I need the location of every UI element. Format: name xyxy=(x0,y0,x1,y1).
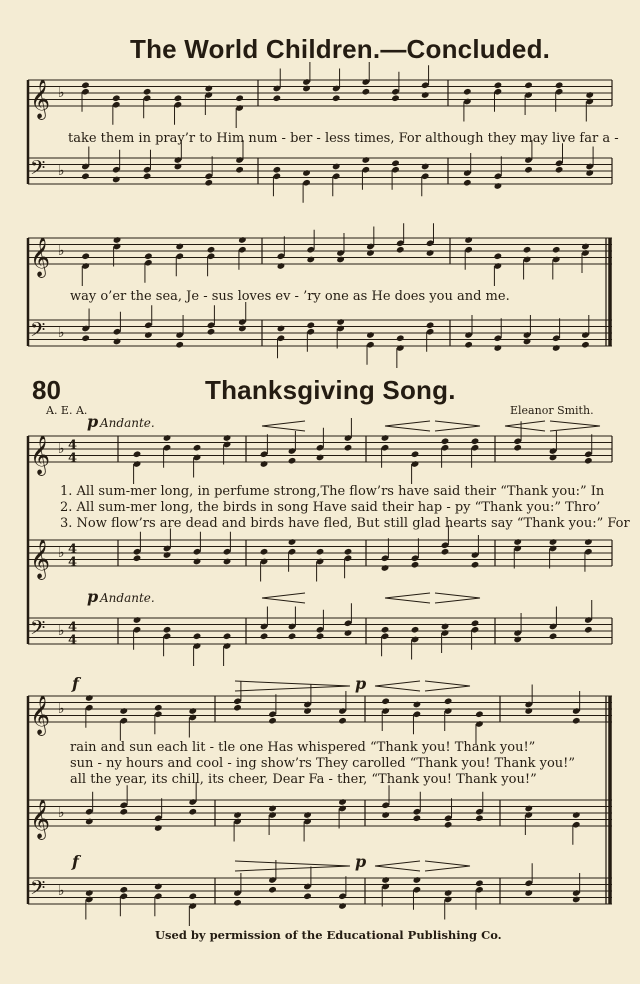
note-head xyxy=(188,892,197,900)
note-head xyxy=(381,876,390,884)
bass-clef: 𝄢 xyxy=(30,876,46,904)
note-head xyxy=(552,344,561,352)
note-head xyxy=(260,460,269,468)
note-head xyxy=(572,896,581,904)
note-head xyxy=(133,450,142,458)
note-head xyxy=(235,166,244,174)
note-head xyxy=(513,444,522,452)
note-head xyxy=(316,632,325,640)
decrescendo-line xyxy=(435,598,480,603)
note-head xyxy=(444,889,453,897)
decrescendo-line xyxy=(425,681,470,686)
crescendo-line xyxy=(385,426,430,431)
note-head xyxy=(381,564,390,572)
note-head xyxy=(494,182,503,190)
note-head xyxy=(316,454,325,462)
note-head xyxy=(119,808,128,816)
decrescendo-line xyxy=(550,426,600,431)
note-head xyxy=(411,561,420,569)
note-head xyxy=(391,159,400,167)
note-head xyxy=(396,246,405,254)
tempo-1: Andante. xyxy=(100,416,155,430)
footer-credit: Used by permission of the Educational Publishing Co. xyxy=(155,928,502,942)
treble-clef: 𝄞 xyxy=(30,799,51,839)
time-sig-bottom: 4 xyxy=(68,633,78,648)
note-head xyxy=(366,249,375,257)
note-head xyxy=(306,256,315,264)
note-head xyxy=(413,814,422,822)
note-head xyxy=(555,81,564,89)
note-head xyxy=(233,899,242,907)
crescendo-line xyxy=(375,861,420,866)
crescendo-line xyxy=(262,593,305,598)
note-head xyxy=(154,883,163,891)
continuation-title: The World Children.—Concluded. xyxy=(130,34,551,64)
verse3-line2: all the year, its chill, its cheer, Dear Fa - ther, “Thank you! Thank you!” xyxy=(70,772,537,787)
key-flat: ♭ xyxy=(58,243,65,259)
note-head xyxy=(85,818,94,826)
note-head xyxy=(260,632,269,640)
verse1-line2: rain and sun each lit - tle one Has whispered “Thank you! Thank you!” xyxy=(70,740,536,755)
time-sig-top: 4 xyxy=(68,438,78,453)
crescendo-line xyxy=(385,421,430,426)
note-head xyxy=(144,331,153,339)
decrescendo-line xyxy=(425,866,470,871)
crescendo-line xyxy=(505,421,545,426)
note-head xyxy=(332,163,341,171)
note-head xyxy=(524,166,533,174)
note-head xyxy=(524,707,533,715)
treble-clef: 𝄞 xyxy=(30,539,51,579)
note-head xyxy=(260,548,269,556)
note-head xyxy=(207,246,216,254)
crescendo-line xyxy=(262,426,305,431)
note-head xyxy=(475,879,484,887)
note-head xyxy=(493,344,502,352)
key-flat: ♭ xyxy=(58,85,65,101)
note-head xyxy=(555,166,564,174)
note-head xyxy=(163,551,172,559)
note-head xyxy=(421,163,430,171)
note-head xyxy=(268,717,277,725)
note-head xyxy=(223,558,232,566)
note-head xyxy=(391,94,400,102)
verse2-line1: 2. All sum-mer long, the birds in song Have said their hap - py “Thank you:” Thro’ xyxy=(60,500,601,515)
note-head xyxy=(441,623,450,631)
hymn-number: 80 xyxy=(32,375,61,405)
crescendo-line xyxy=(505,426,545,431)
treble-clef: 𝄞 xyxy=(30,237,51,277)
note-head xyxy=(463,179,472,187)
note-head xyxy=(288,457,297,465)
note-head xyxy=(471,437,480,445)
note-head xyxy=(113,338,122,346)
continuation-lyrics-2: way o’er the sea, Je - sus loves ev - ’ry one as He does you and me. xyxy=(70,289,510,304)
note-head xyxy=(549,454,558,462)
note-head xyxy=(426,249,435,257)
note-head xyxy=(338,902,347,910)
note-head xyxy=(188,808,197,816)
time-sig-bottom: 4 xyxy=(68,451,78,466)
treble-clef: 𝄞 xyxy=(30,695,51,735)
note-head xyxy=(471,561,480,569)
dynamic-p-2: p xyxy=(87,587,99,606)
verse1-line1: 1. All sum-mer long, in perfume strong,The flow’rs have said their “Thank you:” In xyxy=(60,484,605,499)
note-head xyxy=(288,632,297,640)
treble-clef: 𝄞 xyxy=(30,79,51,119)
note-head xyxy=(163,434,172,442)
note-head xyxy=(413,701,422,709)
note-head xyxy=(112,176,121,184)
key-flat: ♭ xyxy=(58,545,65,561)
note-head xyxy=(523,246,532,254)
note-head xyxy=(444,821,453,829)
note-head xyxy=(306,321,315,329)
note-head xyxy=(81,334,90,342)
bass-clef: 𝄢 xyxy=(30,156,46,184)
note-head xyxy=(204,85,213,93)
note-head xyxy=(174,163,183,171)
note-head xyxy=(344,629,353,637)
tempo-2: Andante. xyxy=(100,591,155,605)
note-head xyxy=(193,444,202,452)
verse2-line2: sun - ny hours and cool - ing show’rs They carolled “Thank you! Thank you!” xyxy=(70,756,576,771)
note-head xyxy=(223,434,232,442)
note-head xyxy=(207,328,216,336)
key-flat: ♭ xyxy=(58,441,65,457)
note-head xyxy=(421,91,430,99)
decrescendo-line xyxy=(235,861,350,866)
crescendo-line xyxy=(375,686,420,691)
note-head xyxy=(581,243,590,251)
note-head xyxy=(85,694,94,702)
author-left: A. E. A. xyxy=(46,404,88,417)
note-head xyxy=(119,707,128,715)
dynamic-f-2: f xyxy=(72,852,79,871)
decrescendo-line xyxy=(550,421,600,426)
note-head xyxy=(475,710,484,718)
note-head xyxy=(277,325,286,333)
note-head xyxy=(302,169,311,177)
time-sig-top: 4 xyxy=(68,620,78,635)
decrescendo-line xyxy=(235,686,350,691)
note-head xyxy=(119,886,128,894)
note-head xyxy=(133,554,142,562)
note-head xyxy=(585,169,594,177)
note-head xyxy=(413,876,422,884)
crescendo-line xyxy=(375,866,420,871)
note-head xyxy=(523,338,532,346)
note-head xyxy=(524,81,533,89)
note-head xyxy=(549,632,558,640)
key-flat: ♭ xyxy=(58,325,65,341)
decrescendo-line xyxy=(435,593,480,598)
note-head xyxy=(411,626,420,634)
note-head xyxy=(572,811,581,819)
note-head xyxy=(344,444,353,452)
crescendo-line xyxy=(385,598,430,603)
note-head xyxy=(344,548,353,556)
note-head xyxy=(81,252,90,260)
hymn-title: Thanksgiving Song. xyxy=(205,375,456,405)
note-head xyxy=(493,252,502,260)
verse3-line1: 3. Now flow’rs are dead and birds have fled, But still glad hearts say “Thank you:” For xyxy=(60,516,630,531)
note-head xyxy=(85,889,94,897)
note-head xyxy=(235,94,244,102)
note-head xyxy=(233,811,242,819)
note-head xyxy=(572,717,581,725)
note-head xyxy=(193,632,202,640)
note-head xyxy=(441,548,450,556)
dynamic-f-1: f xyxy=(72,674,79,693)
note-head xyxy=(238,325,247,333)
note-head xyxy=(332,94,341,102)
note-head xyxy=(441,437,450,445)
note-head xyxy=(303,811,312,819)
decrescendo-line xyxy=(425,686,470,691)
note-head xyxy=(175,243,184,251)
note-head xyxy=(426,321,435,329)
note-head xyxy=(268,886,277,894)
note-head xyxy=(524,889,533,897)
key-flat: ♭ xyxy=(58,805,65,821)
crescendo-line xyxy=(385,593,430,598)
note-head xyxy=(463,88,472,96)
note-head xyxy=(174,94,183,102)
crescendo-line xyxy=(262,598,305,603)
time-sig-bottom: 4 xyxy=(68,555,78,570)
note-head xyxy=(381,697,390,705)
note-head xyxy=(112,94,121,102)
note-head xyxy=(584,538,593,546)
note-head xyxy=(475,814,484,822)
continuation-lyrics-1: take them in pray’r to Him num - ber - less times, For although they may live far a - xyxy=(68,131,619,146)
key-flat: ♭ xyxy=(58,163,65,179)
key-flat: ♭ xyxy=(58,701,65,717)
note-head xyxy=(513,538,522,546)
note-head xyxy=(113,236,122,244)
note-head xyxy=(193,558,202,566)
note-head xyxy=(273,94,282,102)
note-head xyxy=(381,811,390,819)
note-head xyxy=(338,717,347,725)
note-head xyxy=(144,252,153,260)
decrescendo-line xyxy=(435,421,480,426)
note-head xyxy=(223,632,232,640)
note-head xyxy=(154,824,163,832)
note-head xyxy=(464,236,473,244)
note-head xyxy=(464,341,473,349)
decrescendo-line xyxy=(235,866,350,871)
note-head xyxy=(584,626,593,634)
crescendo-line xyxy=(262,421,305,426)
note-head xyxy=(204,179,213,187)
author-right: Eleanor Smith. xyxy=(510,404,594,417)
decrescendo-line xyxy=(435,426,480,431)
note-head xyxy=(338,798,347,806)
note-head xyxy=(552,246,561,254)
note-head xyxy=(277,262,286,270)
decrescendo-line xyxy=(425,861,470,866)
note-head xyxy=(494,81,503,89)
note-head xyxy=(154,704,163,712)
note-head xyxy=(163,626,172,634)
note-head xyxy=(513,636,522,644)
note-head xyxy=(396,334,405,342)
note-head xyxy=(362,156,371,164)
note-head xyxy=(302,85,311,93)
note-head xyxy=(81,172,90,180)
note-head xyxy=(316,548,325,556)
note-head xyxy=(524,805,533,813)
key-flat: ♭ xyxy=(58,623,65,639)
note-head xyxy=(362,88,371,96)
note-head xyxy=(303,892,312,900)
note-head xyxy=(366,331,375,339)
note-head xyxy=(336,318,345,326)
time-sig-top: 4 xyxy=(68,542,78,557)
note-head xyxy=(268,805,277,813)
note-head xyxy=(288,538,297,546)
note-head xyxy=(81,81,90,89)
decrescendo-line xyxy=(235,681,350,686)
dynamic-p-4: p xyxy=(355,852,367,871)
note-head xyxy=(188,707,197,715)
note-head xyxy=(133,616,142,624)
note-head xyxy=(411,450,420,458)
note-head xyxy=(233,704,242,712)
treble-clef: 𝄞 xyxy=(30,435,51,475)
note-head xyxy=(273,166,282,174)
crescendo-line xyxy=(375,681,420,686)
note-head xyxy=(143,172,152,180)
bass-clef: 𝄢 xyxy=(30,318,46,346)
note-head xyxy=(175,341,184,349)
note-head xyxy=(585,91,594,99)
note-head xyxy=(549,538,558,546)
key-flat: ♭ xyxy=(58,883,65,899)
note-head xyxy=(381,626,390,634)
dynamic-p-1: p xyxy=(87,412,99,431)
note-head xyxy=(471,619,480,627)
note-head xyxy=(143,88,152,96)
note-head xyxy=(581,341,590,349)
note-head xyxy=(381,434,390,442)
note-head xyxy=(303,707,312,715)
note-head xyxy=(584,457,593,465)
note-head xyxy=(238,236,247,244)
dynamic-p-3: p xyxy=(355,674,367,693)
bass-clef: 𝄢 xyxy=(30,616,46,644)
note-head xyxy=(444,697,453,705)
note-head xyxy=(336,256,345,264)
